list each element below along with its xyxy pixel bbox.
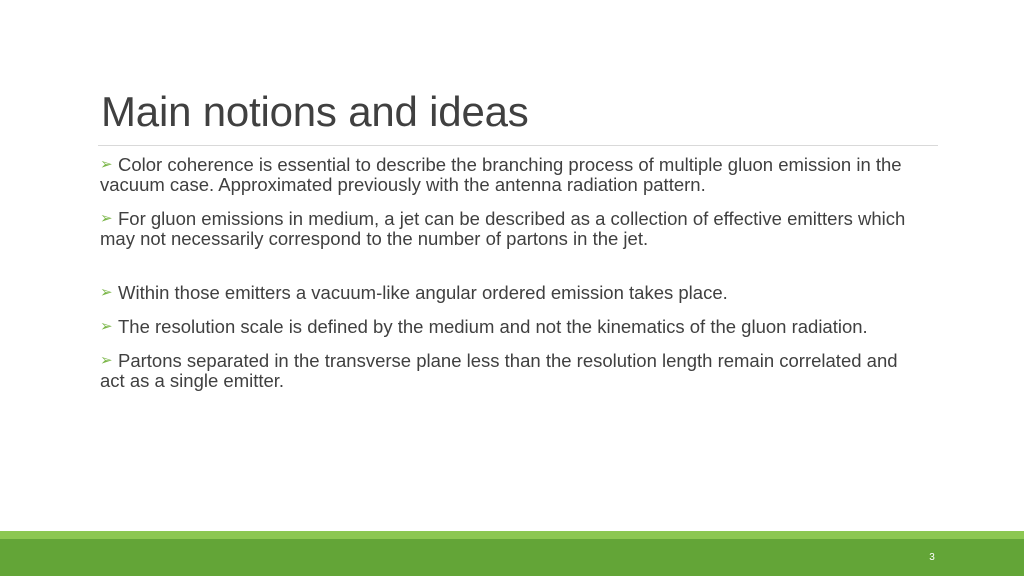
bullet-item <box>92 317 912 337</box>
footer-accent-bar <box>0 531 1024 539</box>
bullet-text: Color coherence is essential to describe the branching process of multiple gluon emission in the vacuum case. Approximated previously with the antenna radiation pattern. <box>100 154 902 195</box>
bullet-text: Partons separated in the transverse plane less than the resolution length remain correlated and act as a single emitter. <box>100 350 898 391</box>
bullet-item <box>92 209 912 249</box>
bullet-text: Within those emitters a vacuum-like angular ordered emission takes place. <box>118 282 728 303</box>
bullet-text: For gluon emissions in medium, a jet can be described as a collection of effective emitters which may not necessarily correspond to the number of partons in the jet. <box>100 208 906 249</box>
bullet-text: The resolution scale is defined by the medium and not the kinematics of the gluon radiation. <box>118 316 868 337</box>
arrowhead-bullet-icon: ➢ <box>100 352 113 369</box>
bullet-item <box>92 283 912 303</box>
arrowhead-bullet-icon: ➢ <box>100 156 113 173</box>
slide-title: Main notions and ideas <box>101 88 529 135</box>
title-divider <box>98 145 938 146</box>
bullet-item <box>92 155 912 195</box>
page-number: 3 <box>929 552 935 563</box>
bullet-item <box>92 351 912 391</box>
arrowhead-bullet-icon: ➢ <box>100 318 113 335</box>
bullet-list <box>92 155 912 391</box>
arrowhead-bullet-icon: ➢ <box>100 210 113 227</box>
footer-bar <box>0 539 1024 576</box>
arrowhead-bullet-icon: ➢ <box>100 284 113 301</box>
